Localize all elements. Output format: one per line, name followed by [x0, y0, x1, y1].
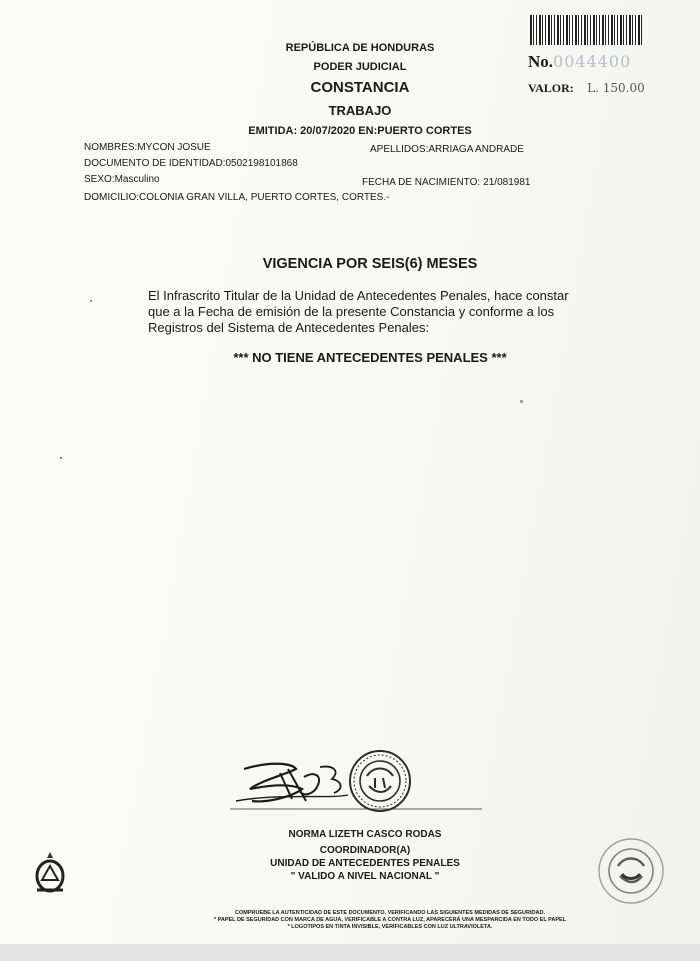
emission-line: EMITIDA: 20/07/2020 EN:PUERTO CORTES	[248, 125, 472, 137]
country-heading: REPÚBLICA DE HONDURAS	[285, 42, 435, 54]
valor-value: L. 150.00	[587, 81, 645, 95]
nombres-value: MYCON JOSUE	[137, 142, 211, 153]
apellidos-field	[370, 144, 524, 155]
serial-number	[528, 52, 631, 72]
certification-paragraph	[148, 288, 598, 336]
validity-scope: " VALIDO A NIVEL NACIONAL "	[290, 871, 440, 882]
domicilio-value: COLONIA GRAN VILLA, PUERTO CORTES, CORTES.-	[139, 192, 390, 203]
document-purpose: TRABAJO	[328, 103, 392, 118]
validity-heading: VIGENCIA POR SEIS(6) MESES	[262, 256, 478, 272]
document-value	[528, 81, 645, 96]
paper-speck	[60, 457, 62, 459]
paragraph-line-1: El Infrascrito Titular de la Unidad de Antecedentes Penales, hace constar	[148, 288, 569, 303]
nombres-label: NOMBRES:	[84, 142, 138, 153]
record-result: *** NO TIENE ANTECEDENTES PENALES ***	[233, 350, 507, 365]
nombres-field	[84, 142, 211, 153]
signatory-title: COORDINADOR(A)	[319, 845, 411, 856]
barcode	[530, 15, 642, 45]
signatory-name: NORMA LIZETH CASCO RODAS	[288, 829, 442, 840]
domicilio-label: DOMICILIO:	[84, 192, 140, 203]
paragraph-line-2: que a la Fecha de emisión de la presente Constancia y conforme a los	[148, 304, 555, 319]
sexo-value: Masculino	[114, 174, 160, 185]
security-note	[180, 910, 600, 931]
documento-label: DOCUMENTO DE IDENTIDAD:	[84, 158, 226, 169]
official-seal-icon	[347, 748, 413, 814]
domicilio-field	[84, 192, 389, 203]
valor-label: VALOR:	[528, 81, 574, 95]
documento-field	[84, 158, 298, 169]
institution-heading: PODER JUDICIAL	[313, 61, 407, 73]
apellidos-label: APELLIDOS:	[370, 144, 429, 155]
documento-value: 0502198101868	[225, 158, 298, 169]
sexo-field	[84, 174, 160, 185]
apellidos-value: ARRIAGA ANDRADE	[428, 144, 524, 155]
nacimiento-label: FECHA DE NACIMIENTO:	[362, 177, 481, 188]
security-note-line-2: * PAPEL DE SEGURIDAD CON MARCA DE AGUA, VERIFICABLE A CONTRA LUZ, APARECERÁ UNA MESPARCIDA EN TODO EL PAPEL	[213, 917, 567, 923]
security-note-line-1: COMPRUEBE LA AUTENTICIDAD DE ESTE DOCUMENTO, VERIFICANDO LAS SIGUIENTES MEDIDAS DE SEGURIDAD.	[235, 910, 545, 916]
serial-number-value: 0044400	[553, 52, 632, 71]
coat-of-arms-icon	[33, 850, 67, 894]
signatory-unit: UNIDAD DE ANTECEDENTES PENALES	[270, 858, 460, 869]
watermark-seal-icon	[596, 836, 666, 906]
paragraph-line-3: Registros del Sistema de Antecedentes Penales:	[148, 320, 430, 335]
serial-number-label: No.	[528, 52, 554, 71]
scan-bottom-edge	[0, 944, 700, 961]
sexo-label: SEXO:	[84, 174, 115, 185]
paper-speck	[520, 400, 523, 403]
paper-speck	[90, 300, 92, 302]
nacimiento-field	[362, 177, 530, 188]
security-note-line-3: * LOGOTIPOS EN TINTA INVISIBLE, VERIFICABLES CON LUZ ULTRAVIOLETA.	[287, 924, 493, 930]
nacimiento-value: 21/081981	[483, 177, 531, 188]
document-title: CONSTANCIA	[310, 79, 410, 96]
